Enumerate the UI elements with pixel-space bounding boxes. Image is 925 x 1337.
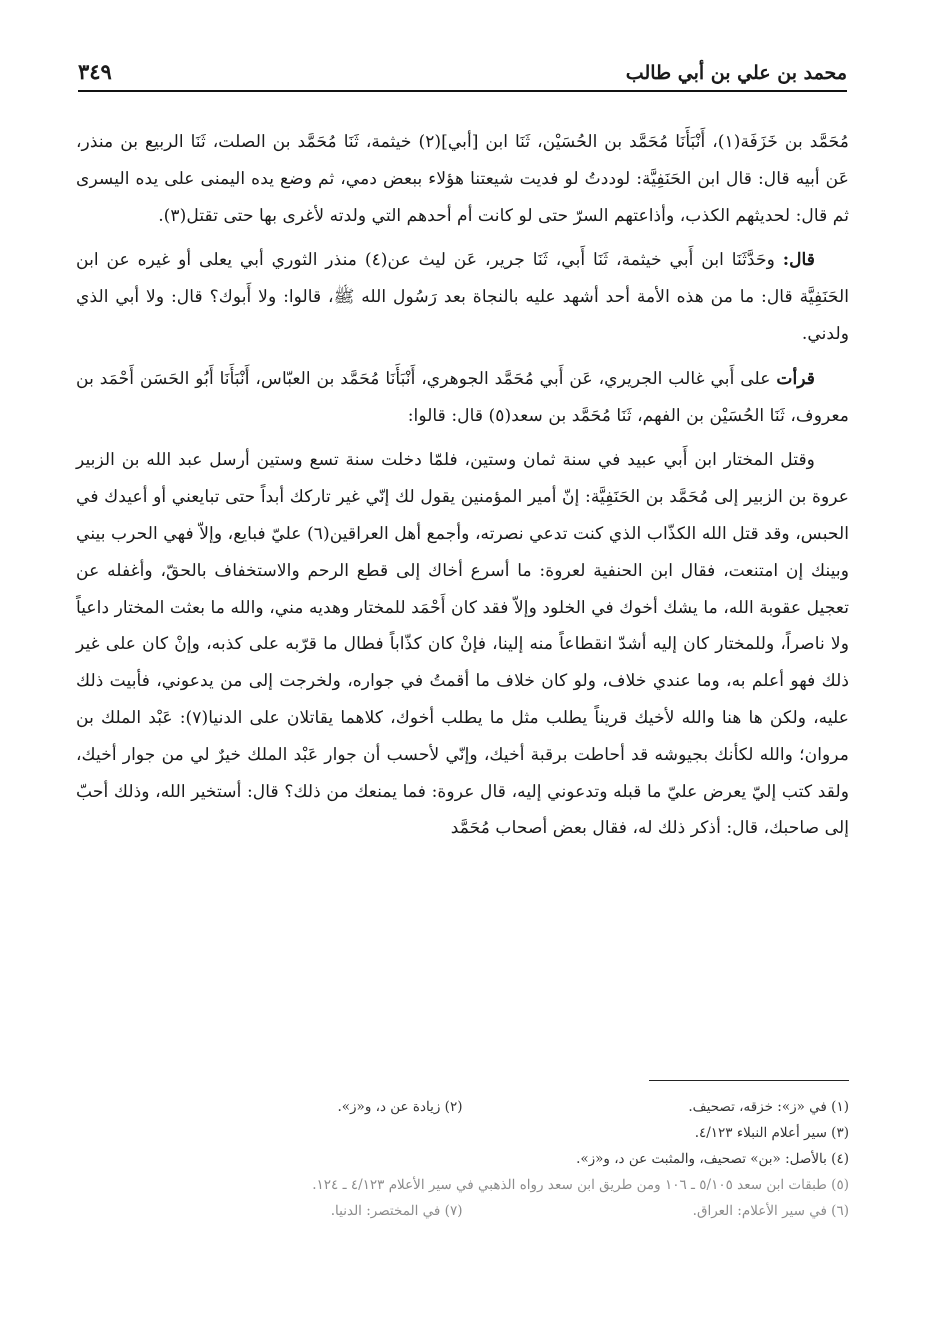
footnote-5: (٥) طبقات ابن سعد ٥/١٠٥ ـ ١٠٦ ومن طريق ابن سعد رواه الذهبي في سير الأعلام ٤/١٢٣ ـ ١٢٤. bbox=[312, 1177, 849, 1193]
footnote-4: (٤) بالأصل: «بن» تصحيف، والمثبت عن د، و«ز». bbox=[576, 1151, 849, 1167]
footnotes bbox=[76, 1094, 849, 1224]
paragraph-2 bbox=[76, 242, 849, 352]
paragraph-text: وحَدَّثَنَا ابن أَبي خيثمة، ثَنَا أَبي، ثَنَا جرير، عَن ليث عن(٤) منذر الثوري أبي يعلى أو غيره عن ابن الحَنَفِيَّة قال: ما من هذه الأمة أحد أشهد عليه بالنجاة بعد رَسُول الله ﷺ، قالوا: ولا أَبوك؟ قال: ولا أبي الذي ولدني. bbox=[76, 250, 849, 344]
footnote-6: (٦) في سير الأعلام: العراق. bbox=[692, 1203, 849, 1219]
paragraph-1 bbox=[76, 124, 849, 234]
paragraph-lead: قال: bbox=[782, 250, 816, 271]
footnote-row bbox=[76, 1146, 849, 1172]
running-title: محمد بن علي بن أبي طالب bbox=[625, 62, 847, 84]
body-text bbox=[76, 124, 849, 855]
paragraph-lead: قرأت bbox=[776, 368, 815, 389]
footnote-7: (٧) في المختصر: الدنيا. bbox=[330, 1203, 463, 1219]
footnote-row bbox=[76, 1172, 849, 1198]
footnote-divider bbox=[649, 1080, 849, 1081]
paragraph-text: على أَبي غالب الجريري، عَن أَبي مُحَمَّد الجوهري، أَنْبَأَنَا مُحَمَّد بن العبّاس، أَنْبَأَنَا أَبُو الحَسَن أَحْمَد بن معروف، ثَنَا الحُسَيْن بن الفهم، ثَنَا مُحَمَّد بن سعد(٥) قال: قالوا: bbox=[76, 368, 849, 426]
paragraph-text: مُحَمَّد بن خَزَفَة(١)، أَنْبَأَنَا مُحَمَّد بن الحُسَيْن، ثَنَا ابن [أبي](٢) خيثمة، ثَنَا مُحَمَّد بن الصلت، ثَنَا الربيع بن منذر، عَن أبيه قال: قال ابن الحَنَفِيَّة: لوددتُ لو فديت شيعتنا هؤلاء ببعض دمي، ثم وضع يده اليمنى على يده اليسرى ثم قال: لحديثهم الكذب، وأذاعتهم السرّ حتى لو كانت أم أحدهم التي ولدته لأغرى بها حتى تقتل(٣). bbox=[76, 132, 849, 226]
footnote-row bbox=[76, 1198, 849, 1224]
page-number: ٣٤٩ bbox=[78, 59, 112, 84]
running-header bbox=[78, 52, 847, 92]
footnote-row bbox=[76, 1094, 849, 1120]
footnote-row bbox=[76, 1120, 849, 1146]
footnote-3: (٣) سير أعلام النبلاء ٤/١٢٣. bbox=[694, 1125, 849, 1141]
paragraph-text: وقتل المختار ابن أَبي عبيد في سنة ثمان وستين، فلمّا دخلت سنة تسع وستين أرسل عبد الله بن الزبير عروة بن الزبير إلى مُحَمَّد بن الحَنَفِيَّة: إنّ أمير المؤمنين يقول لك إنّي غير تاركك أبداً حتى تبايعني أو أعيدك في الحبس، وقد قتل الله الكذّاب الذي كنت تدعي نصرته، وأجمع أهل العراقين(٦) عليّ فبايع، وإلاّ فهي الحرب بيني وبينك إن امتنعت، فقال ابن الحنفية لعروة: ما أسرع أخاك إلى قطع الرحم والاستخفاف بالحقّ، وأغفله عن تعجيل عقوبة الله، ما يشك أخوك في الخلود وإلاّ فقد كان أَحْمَد للمختار وهديه مني، والله ما بعثت المختار داعياً ولا ناصراً، وللمختار كان إليه أشدّ انقطاعاً منه إلينا، فإنْ كان كذّاباً فطال ما قرّبه على كذبه، وإنْ كان على غير ذلك فهو أعلم به، وما عندي خلاف، ولو كان خلاف ما أقمتُ في جواره، ولخرجت إلى من يدعوني، فأبيت ذلك عليه، ولكن ها هنا والله لأخيك قريناً يطلب مثل ما يطلب أخوك، كلاهما يقاتلان على الدنيا(٧): عَبْد الملك بن مروان؛ والله لكأنك بجيوشه قد أحاطت برقبة أخيك، وإنّي لأحسب أن جوار عَبْد الملك خيرٌ لي من جوار أخيك، ولقد كتب إليّ يعرض عليّ ما قبله وتدعوني إليه، قال عروة: فما يمنعك من ذلك؟ قال: أستخير الله، وذلك أحبّ إلى صاحبك، قال: أذكر ذلك له، فقال بعض أصحاب مُحَمَّد bbox=[76, 450, 849, 839]
footnote-1: (١) في «ز»: خزقه، تصحيف. bbox=[688, 1099, 849, 1115]
paragraph-3 bbox=[76, 361, 849, 435]
paragraph-4 bbox=[76, 442, 849, 847]
footnote-2: (٢) زيادة عن د، و«ز». bbox=[337, 1099, 463, 1115]
